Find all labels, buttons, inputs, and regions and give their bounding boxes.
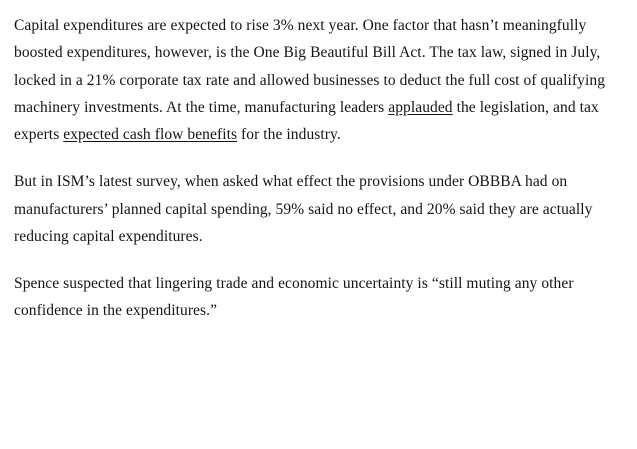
paragraph-text: Capital expenditures are expected to rise 3% next year. One factor that hasn’t meaningfully boosted expenditures, however, is the One Big Beautiful Bill Act. The tax law, signed in July, locked in a 21% corporate tax rate and allowed businesses to deduct the full cost of qualifying machinery investments. At the time, manufacturing leaders bbox=[14, 17, 606, 116]
paragraph-text: the legislation, and tax experts bbox=[14, 98, 599, 144]
paragraph-text: But in ISM’s latest survey, when asked what effect the provisions under OBBBA had on manufacturers’ planned capital spending, 59% said no effect, and 20% said they are actually reducing capital expenditures. bbox=[14, 173, 593, 245]
para-ism-survey bbox=[14, 168, 623, 250]
paragraph-text: Spence suspected that lingering trade and economic uncertainty is “still muting any other confidence in the expenditures.” bbox=[14, 275, 574, 320]
inline-link[interactable]: expected cash flow benefits bbox=[63, 126, 238, 144]
para-capex bbox=[14, 12, 623, 148]
paragraph-text: for the industry. bbox=[237, 126, 341, 144]
inline-link[interactable]: applauded bbox=[388, 98, 453, 116]
para-spence-quote bbox=[14, 270, 623, 325]
